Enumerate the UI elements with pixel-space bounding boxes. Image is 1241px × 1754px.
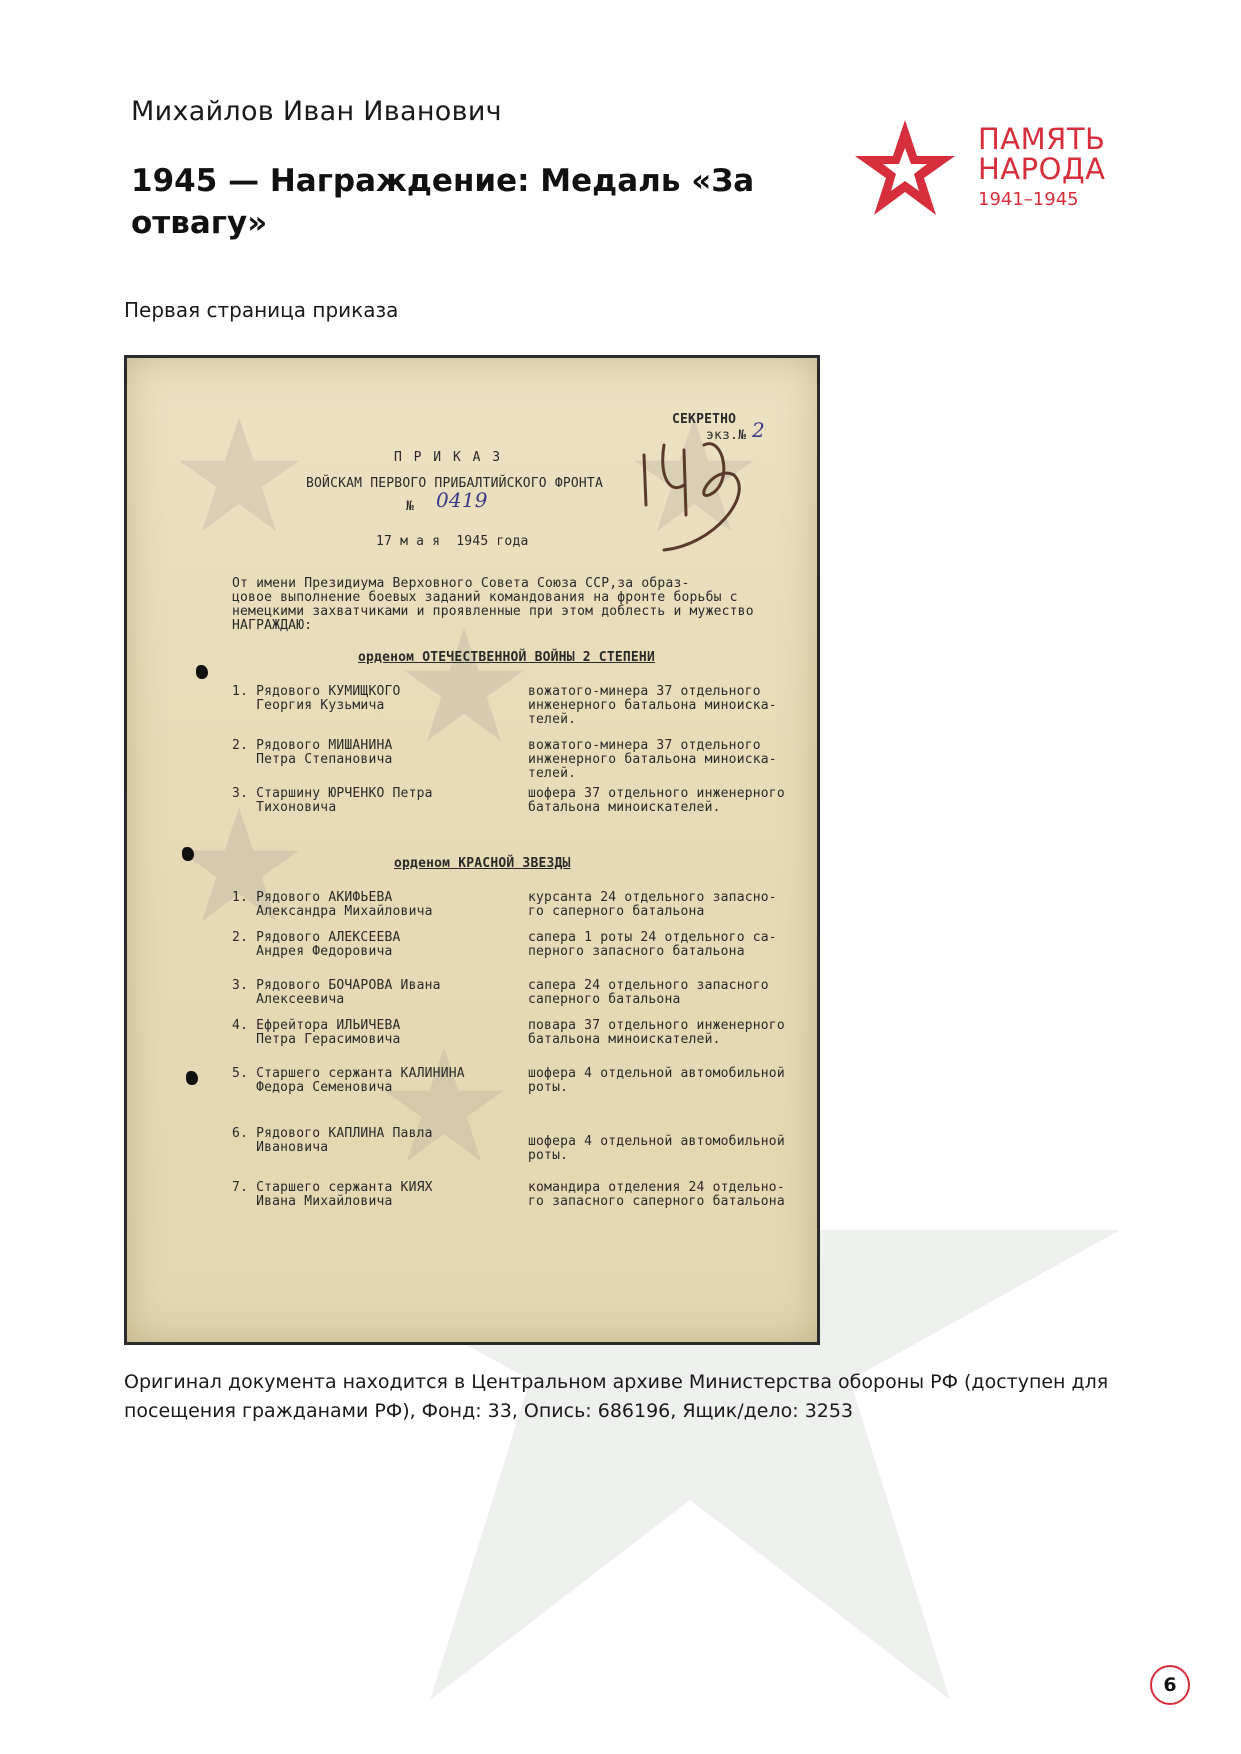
copy-number-label: экз.№ [706, 428, 747, 443]
award-name: 6. Рядового КАПЛИНА Павла Ивановича [232, 1126, 433, 1155]
award-description: командира отделения 24 отдельно- го запасного саперного батальона [528, 1180, 785, 1209]
logo-line-1: ПАМЯТЬ [978, 122, 1106, 156]
award-name: 7. Старшего сержанта КИЯХ Ивана Михайловича [232, 1180, 433, 1209]
award-description: вожатого-минера 37 отдельного инженерного батальона миноиска- телей. [528, 738, 777, 781]
logo-years: 1941–1945 [978, 189, 1079, 210]
award-name: 1. Рядового АКИФЬЕВА Александра Михайловича [232, 890, 433, 919]
intro-line: немецкими захватчиками и проявленные при этом доблесть и мужество [232, 604, 754, 619]
order-number-label: № [406, 499, 415, 514]
award-description: шофера 37 отдельного инженерного батальона миноискателей. [528, 786, 785, 815]
award-description: вожатого-минера 37 отдельного инженерного батальона миноиска- телей. [528, 684, 777, 727]
intro-line: цовое выполнение боевых заданий командования на фронте борьбы с [232, 590, 738, 605]
person-name: Михайлов Иван Иванович [131, 96, 502, 127]
red-star-icon [855, 118, 955, 218]
pamyat-naroda-logo [855, 118, 1175, 228]
punch-hole [182, 847, 194, 861]
punch-hole [186, 1071, 198, 1085]
order-number: 0419 [436, 488, 488, 512]
secret-stamp: СЕКРЕТНО [672, 412, 737, 427]
section-heading-red-star: орденом КРАСНОЙ ЗВЕЗДЫ [394, 856, 571, 871]
award-description: курсанта 24 отдельного запасно- го саперного батальона [528, 890, 777, 919]
award-name: 3. Старшину ЮРЧЕНКО Петра Тихоновича [232, 786, 433, 815]
page-number: 6 [1150, 1665, 1190, 1705]
order-date: 17 м а я 1945 года [376, 534, 529, 549]
section-heading-patriotic-war: орденом ОТЕЧЕСТВЕННОЙ ВОЙНЫ 2 СТЕПЕНИ [358, 650, 655, 665]
page-title: 1945 — Награждение: Медаль «За отвагу» [131, 163, 755, 241]
logo-line-2: НАРОДА [978, 152, 1106, 186]
award-name: 5. Старшего сержанта КАЛИНИНА Федора Семеновича [232, 1066, 465, 1095]
section-label: Первая страница приказа [124, 298, 399, 322]
intro-line: От имени Президиума Верховного Совета Союза ССР,за образ- [232, 576, 690, 591]
punch-hole [196, 665, 208, 679]
pamyat-naroda-watermark [404, 625, 524, 745]
award-name: 2. Рядового МИШАНИНА Петра Степановича [232, 738, 393, 767]
order-subtitle: ВОЙСКАМ ПЕРВОГО ПРИБАЛТИЙСКОГО ФРОНТА [306, 476, 603, 491]
award-name: 1. Рядового КУМИЩКОГО Георгия Кузьмича [232, 684, 401, 713]
award-description: сапера 1 роты 24 отдельного са- перного запасного батальона [528, 930, 777, 959]
award-description: шофера 4 отдельной автомобильной роты. [528, 1066, 785, 1095]
order-title: П Р И К А З [394, 450, 503, 465]
award-description: шофера 4 отдельной автомобильной роты. [528, 1134, 785, 1163]
scanned-order-document [124, 355, 820, 1345]
archive-caption: Оригинал документа находится в Центральном архиве Министерства обороны РФ (доступен для посещения гражданами РФ), Фонд: 33, Опись: 686196, Ящик/дело: 3253 [124, 1371, 1109, 1422]
pamyat-naroda-watermark [179, 415, 299, 535]
intro-line: НАГРАЖДАЮ: [232, 618, 313, 633]
award-name: 2. Рядового АЛЕКСЕЕВА Андрея Федоровича [232, 930, 401, 959]
award-name: 4. Ефрейтора ИЛЬИЧЕВА Петра Герасимовича [232, 1018, 401, 1047]
award-description: сапера 24 отдельного запасного саперного батальона [528, 978, 769, 1007]
award-description: повара 37 отдельного инженерного батальона миноискателей. [528, 1018, 785, 1047]
copy-number: 2 [752, 418, 765, 442]
award-name: 3. Рядового БОЧАРОВА Ивана Алексеевича [232, 978, 441, 1007]
